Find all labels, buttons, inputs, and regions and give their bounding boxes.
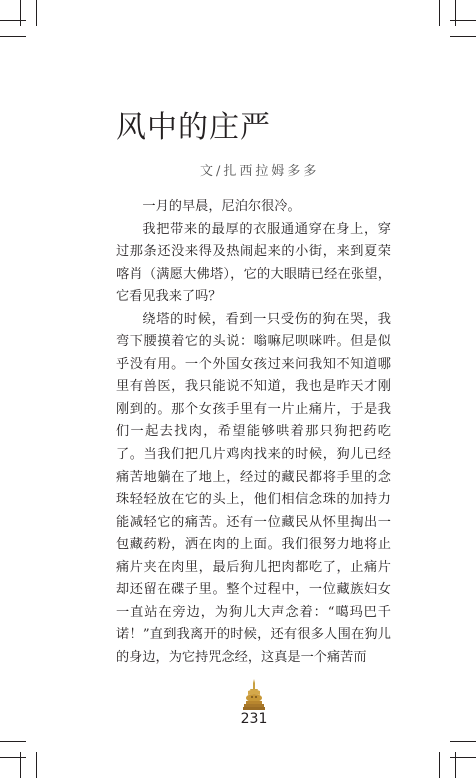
crop-mark-top-left-1 [20,0,21,26]
paragraph: 我把带来的最厚的衣服通通穿在身上，穿过那条还没来得及热闹起来的小街，来到夏荣喀肖（满愿大佛塔），它的大眼睛已经在张望，它看见我来了吗？ [116,221,391,305]
crop-mark-top-right-1 [439,0,440,26]
crop-mark-bottom-left-1 [20,752,21,778]
crop-mark-bottom-right-1 [439,752,440,778]
crop-mark-bottom-right-2 [455,752,456,778]
article-byline: 文/扎西拉姆多多 [200,164,320,179]
crop-mark-top-left-4 [0,36,26,37]
crop-mark-top-right-4 [450,36,476,37]
crop-mark-top-left-3 [0,20,26,21]
crop-mark-bottom-right-3 [450,741,476,742]
paragraph: 绕塔的时候，看到一只受伤的狗在哭，我弯下腰摸着它的头说：嗡嘛尼呗咪吽。但是似乎没有用。一个外国女孩过来问我知不知道哪里有兽医，我只能说不知道，我也是昨天才刚刚到的。那个女孩手里有一片止痛片，于是我们一起去找肉，希望能够哄着那只狗把药吃了。当我们把几片鸡肉找来的时候，狗儿已经痛苦地躺在了地上，经过的藏民都将手里的念珠轻轻放在它的头上，他们相信念珠的加持力能减轻它的痛苦。还有一位藏民从怀里掏出一包藏药粉，洒在肉的上面。我们很努力地将止痛片夹在肉里，最后狗儿把肉都吃了，止痛片却还留在碟子里。整个过程中，一位藏族妇女一直站在旁边，为狗儿大声念着：“噶玛巴千诺！”直到我离开的时候，还有很多人围在狗儿的身边，为它持咒念经，这真是一个痛苦而 [116,311,391,665]
article-body [116,196,391,669]
crop-mark-bottom-left-2 [36,752,37,778]
crop-mark-bottom-left-3 [0,741,26,742]
crop-mark-bottom-right-4 [450,757,476,758]
crop-mark-top-left-2 [36,0,37,26]
article-title: 风中的庄严 [116,110,271,145]
page-number: 231 [240,711,268,727]
paragraph: 一月的早晨，尼泊尔很冷。 [142,199,301,214]
crop-mark-top-right-3 [450,20,476,21]
stupa-emblem-icon [241,678,267,712]
crop-mark-bottom-left-4 [0,757,26,758]
crop-mark-top-right-2 [455,0,456,26]
